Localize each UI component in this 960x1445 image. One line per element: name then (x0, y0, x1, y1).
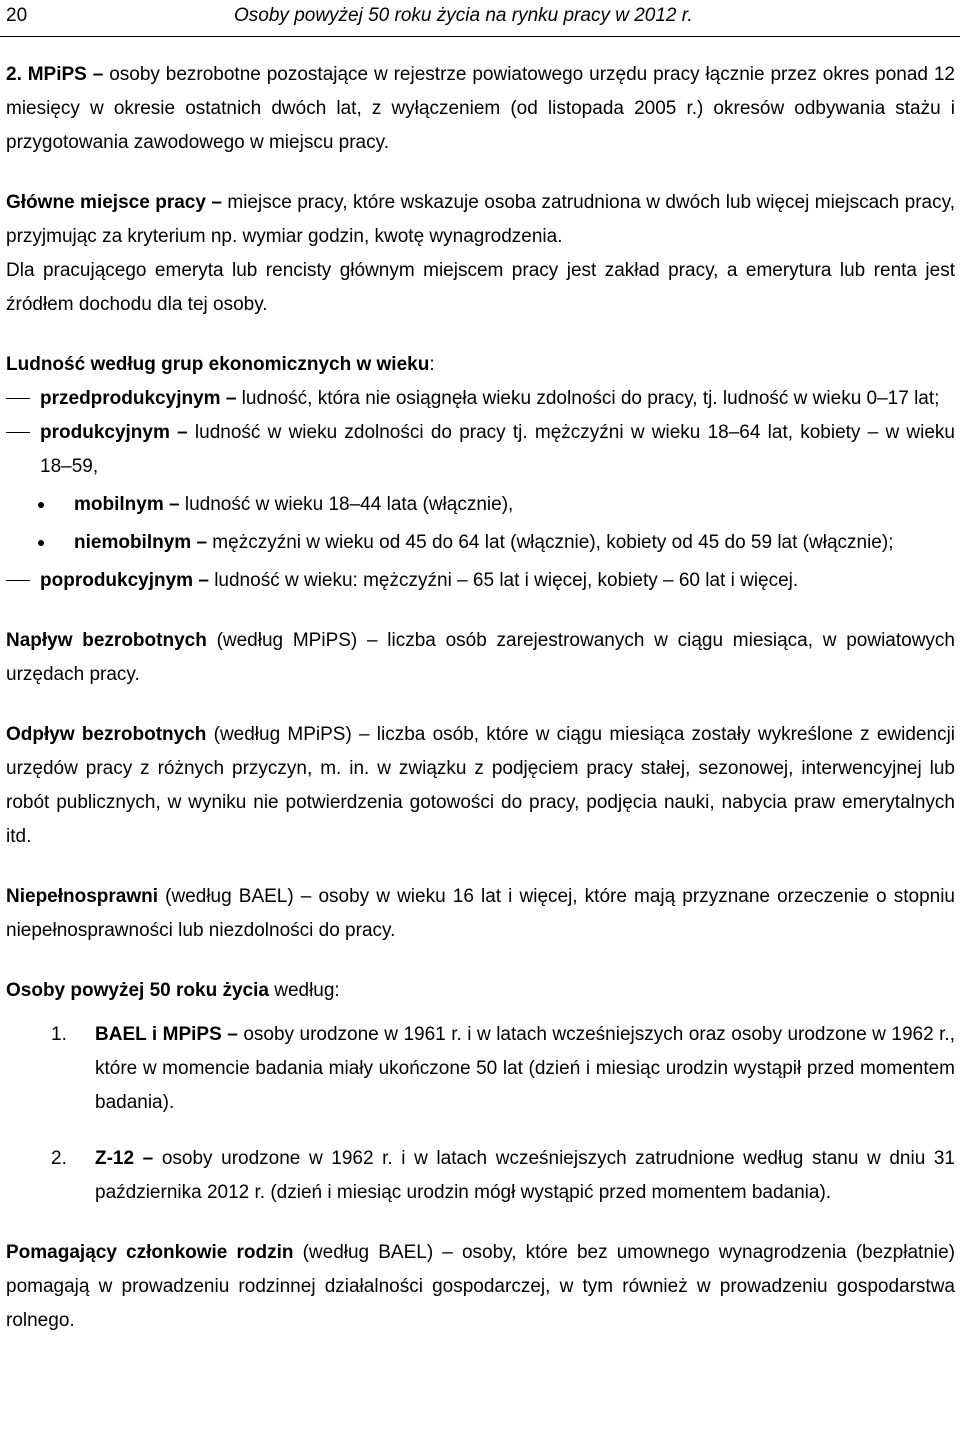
definition: miejsce pracy, które wskazuje osoba zatrudniona w dwóch lub więcej miejscach pracy, przyjmując za kryterium np. wymiar godzin, kwotę wynagrodzenia. (6, 192, 955, 247)
paragraph-odplyw (6, 718, 955, 854)
sublist-item-mobilnym (0, 488, 955, 522)
bullet-marker (38, 502, 44, 508)
definition: ludność, która nie osiągnęła wieku zdolności do pracy, tj. ludność w wieku 0–17 lat; (236, 388, 940, 409)
term: przedprodukcyjnym – (40, 388, 237, 409)
term: produkcyjnym – (40, 422, 188, 443)
document-body (6, 58, 955, 1338)
paragraph-osoby50-heading (6, 974, 955, 1008)
definition: osoby urodzone w 1961 r. i w latach wcześniejszych oraz osoby urodzone w 1962 r., które w momencie badania miały ukończone 50 lat (dzień i miesiąc urodzin wystąpił przed momentem badania). (95, 1024, 955, 1113)
definition: ludność w wieku zdolności do pracy tj. mężczyźni w wieku 18–64 lat, kobiety – w wieku 18–59, (40, 422, 955, 477)
definition: (według BAEL) – osoby, które bez umownego wynagrodzenia (bezpłatnie) pomagają w prowadzeniu rodzinnej działalności gospodarczej, w tym również w prowadzeniu gospodarstwa rolnego. (6, 1242, 955, 1331)
definition: osoby bezrobotne pozostające w rejestrze powiatowego urzędu pracy łącznie przez okres ponad 12 miesięcy w okresie ostatnich dwóch lat, z wyłączeniem (od listopada 2005 r.) okresów odbywania stażu i przygotowania zawodowego w miejscu pracy. (6, 64, 955, 153)
term: Główne miejsce pracy – (6, 192, 222, 213)
term: Napływ bezrobotnych (6, 630, 207, 651)
page-number: 20 (6, 5, 28, 26)
term: BAEL i MPiPS – (95, 1024, 238, 1045)
paragraph-naplyw (6, 624, 955, 692)
term: Ludność według grup ekonomicznych w wieku (6, 354, 430, 375)
paragraph-emeryt: Dla pracującego emeryta lub rencisty głównym miejscem pracy jest zakład pracy, a emerytura lub renta jest źródłem dochodu dla tej osoby. (6, 260, 955, 315)
sublist-item-niemobilnym (0, 526, 955, 560)
list-item-przedprodukcyjnym (6, 382, 955, 416)
dash-marker (6, 580, 30, 581)
sublist (6, 488, 955, 560)
term: Odpływ bezrobotnych (6, 724, 207, 745)
term: Pomagający członkowie rodzin (6, 1242, 294, 1263)
page-header (0, 0, 960, 37)
term: Osoby powyżej 50 roku życia (6, 980, 269, 1001)
paragraph-ludnosc-heading (6, 348, 955, 382)
running-title: Osoby powyżej 50 roku życia na rynku pracy w 2012 r. (234, 5, 693, 26)
heading-suffix: według: (268, 980, 340, 1001)
term: Z-12 – (95, 1148, 154, 1169)
item-number: 1. (51, 1024, 67, 1045)
definition: (według MPiPS) – liczba osób, które w ciągu miesiąca zostały wykreślone z ewidencji urzędów pracy z różnych przyczyn, m. in. w związku z podjęciem pracy stałej, sezonowej, interwencyjnej lub robót publicznych, w wyniku nie potwierdzenia gotowości do pracy, podjęcia nauki, nabycia praw emerytalnych itd. (6, 724, 956, 847)
dash-marker (6, 398, 30, 399)
definition: (według BAEL) – osoby w wieku 16 lat i więcej, które mają przyznane orzeczenie o stopniu niepełnosprawności lub niezdolności do pracy. (6, 886, 955, 941)
bullet-marker (38, 540, 44, 546)
paragraph-glowne-miejsce-pracy (6, 186, 955, 254)
definition: ludność w wieku: mężczyźni – 65 lat i więcej, kobiety – 60 lat i więcej. (208, 570, 799, 591)
list-item-produkcyjnym (6, 416, 955, 484)
item-number: 2. (51, 1148, 67, 1169)
term: Niepełnosprawni (6, 886, 159, 907)
paragraph-mpips (6, 58, 955, 160)
numbered-item-1 (6, 1018, 955, 1120)
paragraph-pomagajacy (6, 1236, 955, 1338)
dash-marker (6, 432, 30, 433)
paragraph-niepelnosprawni (6, 880, 955, 948)
numbered-item-2 (6, 1142, 955, 1210)
term: 2. MPiPS – (6, 64, 110, 85)
list-item-poprodukcyjnym (6, 564, 955, 598)
term: mobilnym – (74, 494, 180, 515)
term: niemobilnym – (74, 532, 208, 553)
definition: osoby urodzone w 1962 r. i w latach wcześniejszych zatrudnione według stanu w dniu 31 października 2012 r. (dzień i miesiąc urodzin mógł wystąpić przed momentem badania). (95, 1148, 955, 1203)
definition: mężczyźni w wieku od 45 do 64 lat (włącznie), kobiety od 45 do 59 lat (włącznie); (207, 532, 894, 553)
definition: ludność w wieku 18–44 lata (włącznie), (179, 494, 514, 515)
definition: (według MPiPS) – liczba osób zarejestrowanych w ciągu miesiąca, w powiatowych urzędach pracy. (6, 630, 956, 685)
term: poprodukcyjnym – (40, 570, 209, 591)
heading-suffix: : (429, 354, 435, 375)
